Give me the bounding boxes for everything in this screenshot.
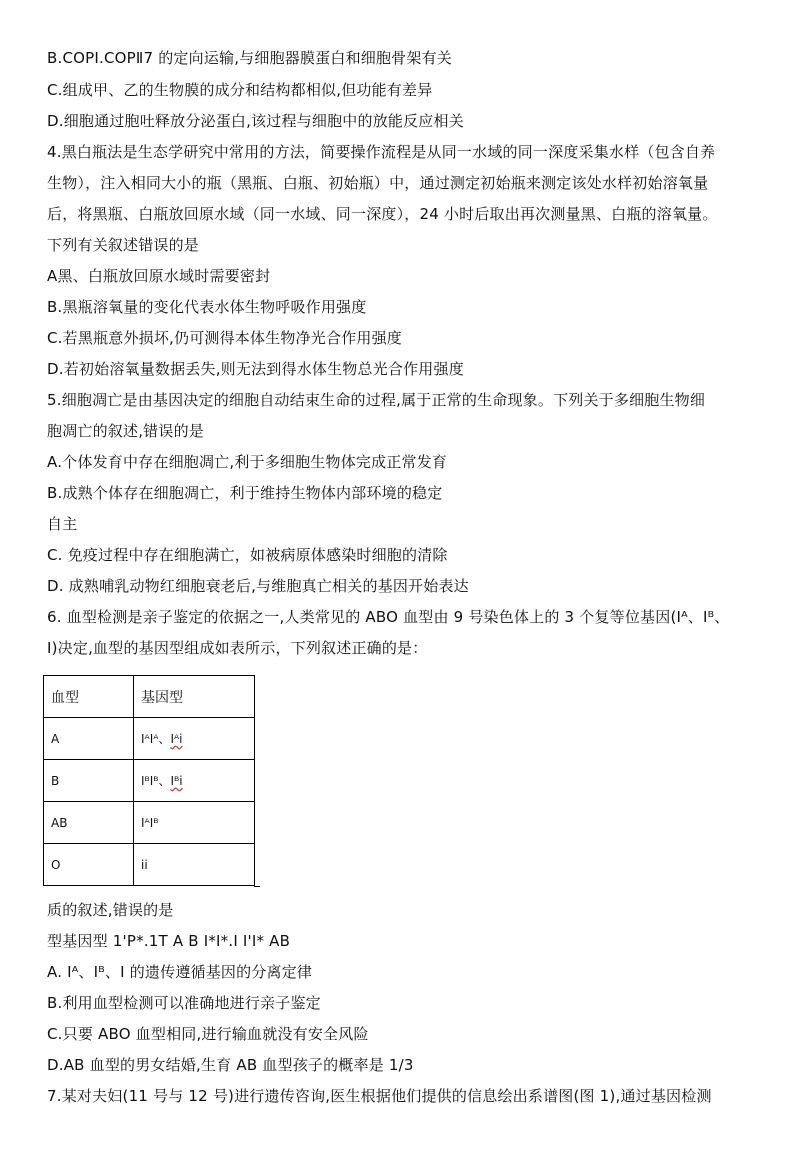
genotype-separator: 、 [158,774,171,788]
question-4-stem-line2: 生物），注入相同大小的瓶（黑瓶、白瓶、初始瓶）中，通过测定初始瓶来测定该处水样初始溶氧量 [47,174,709,192]
header-genotype: 基因型 [134,676,255,718]
genotype-recessive: ii [141,857,148,872]
genotype-separator: 、 [158,732,171,746]
table-row [44,802,255,844]
table-header-row [44,676,255,718]
question-6-option-c: C.只要 ABO 血型相同,进行输血就没有安全风险 [47,1025,369,1043]
cell-blood-type: O [44,844,134,886]
cell-blood-type: A [44,718,134,760]
cell-genotype [134,802,255,844]
table-row [44,760,255,802]
header-blood-type: 血型 [44,676,134,718]
question-5-option-c: C. 免疫过程中存在细胞满亡，如被病原体感染时细胞的清除 [47,546,448,564]
question-6-garbled-line: 型基因型 1'P*.1T A B I*I*.I I'I* AB [47,932,291,950]
question-6-fragment: 质的叙述,错误的是 [47,901,174,919]
genotype-heterozygous: Iᴮi [170,774,183,788]
question-5-stem-line1: 5.细胞凋亡是由基因决定的细胞自动结束生命的过程,属于正常的生命现象。下列关于多细胞生物细 [47,391,706,409]
table-row [44,718,255,760]
genotype-homozygous: IᴬIᴬ [141,732,159,746]
genotype-homozygous: IᴮIᴮ [141,774,159,788]
cell-genotype [134,718,255,760]
question-6-stem-line1: 6. 血型检测是亲子鉴定的依据之一,人类常见的 ABO 血型由 9 号染色体上的 3 个复等位基因(Iᴬ、Iᴮ、 [47,608,730,626]
question-5-option-a: A.个体发育中存在细胞凋亡,利于多细胞生物体完成正常发育 [47,453,448,471]
question-6-option-b: B.利用血型检测可以准确地进行亲子鉴定 [47,994,321,1012]
question-4-option-d: D.若初始溶氧量数据丢失,则无法到得水体生物总光合作用强度 [47,360,464,378]
genotype-codominant: IᴬIᴮ [141,815,159,830]
table-corner-mark [254,886,260,887]
question-4-option-c: C.若黑瓶意外损坏,仍可测得本体生物净光合作用强度 [47,329,403,347]
question-4-stem-line1: 4.黑白瓶法是生态学研究中常用的方法，简要操作流程是从同一水域的同一深度采集水样（包含自养 [47,143,716,161]
cell-blood-type: B [44,760,134,802]
question-4-stem-line3: 后，将黑瓶、白瓶放回原水域（同一水域、同一深度），24 小时后取出再次测量黑、白瓶的溶氧量。 [47,205,718,223]
cell-blood-type: AB [44,802,134,844]
question-4-option-b: B.黑瓶溶氧量的变化代表水体生物呼吸作用强度 [47,298,367,316]
question-5-option-d: D. 成熟哺乳动物红细胞衰老后,与维胞真亡相关的基因开始表达 [47,577,469,595]
stray-text: 自主 [47,515,78,533]
option-d-exocytosis: D.细胞通过胞吐释放分泌蛋白,该过程与细胞中的放能反应相关 [47,112,464,130]
question-4-stem-line4: 下列有关叙述错误的是 [47,236,200,254]
question-5-stem-line2: 胞凋亡的叙述,错误的是 [47,422,204,440]
question-5-option-b: B.成熟个体存在细胞凋亡，利于维持生物体内部环境的稳定 [47,484,443,502]
cell-genotype [134,844,255,886]
question-6-option-d: D.AB 血型的男女结婚,生育 AB 血型孩子的概率是 1/3 [47,1056,414,1074]
genotype-heterozygous: Iᴬi [170,732,183,746]
question-6-stem-line2: I)决定,血型的基因型组成如表所示，下列叙述正确的是： [47,639,428,657]
cell-genotype [134,760,255,802]
option-c-membrane: C.组成甲、乙的生物膜的成分和结构都相似,但功能有差异 [47,81,433,99]
table-row [44,844,255,886]
option-b-copi: B.COPI.COPⅡ7 的定向运输,与细胞器膜蛋白和细胞骨架有关 [47,49,452,67]
question-7-stem-line1: 7.某对夫妇(11 号与 12 号)进行遗传咨询,医生根据他们提供的信息绘出系谱图(图 1),通过基因检测 [47,1087,712,1105]
question-6-option-a: A. Iᴬ、Iᴮ、I 的遗传遵循基因的分离定律 [47,963,313,981]
question-4-option-a: A黑、白瓶放回原水域时需要密封 [47,267,271,285]
blood-type-table [43,675,255,886]
